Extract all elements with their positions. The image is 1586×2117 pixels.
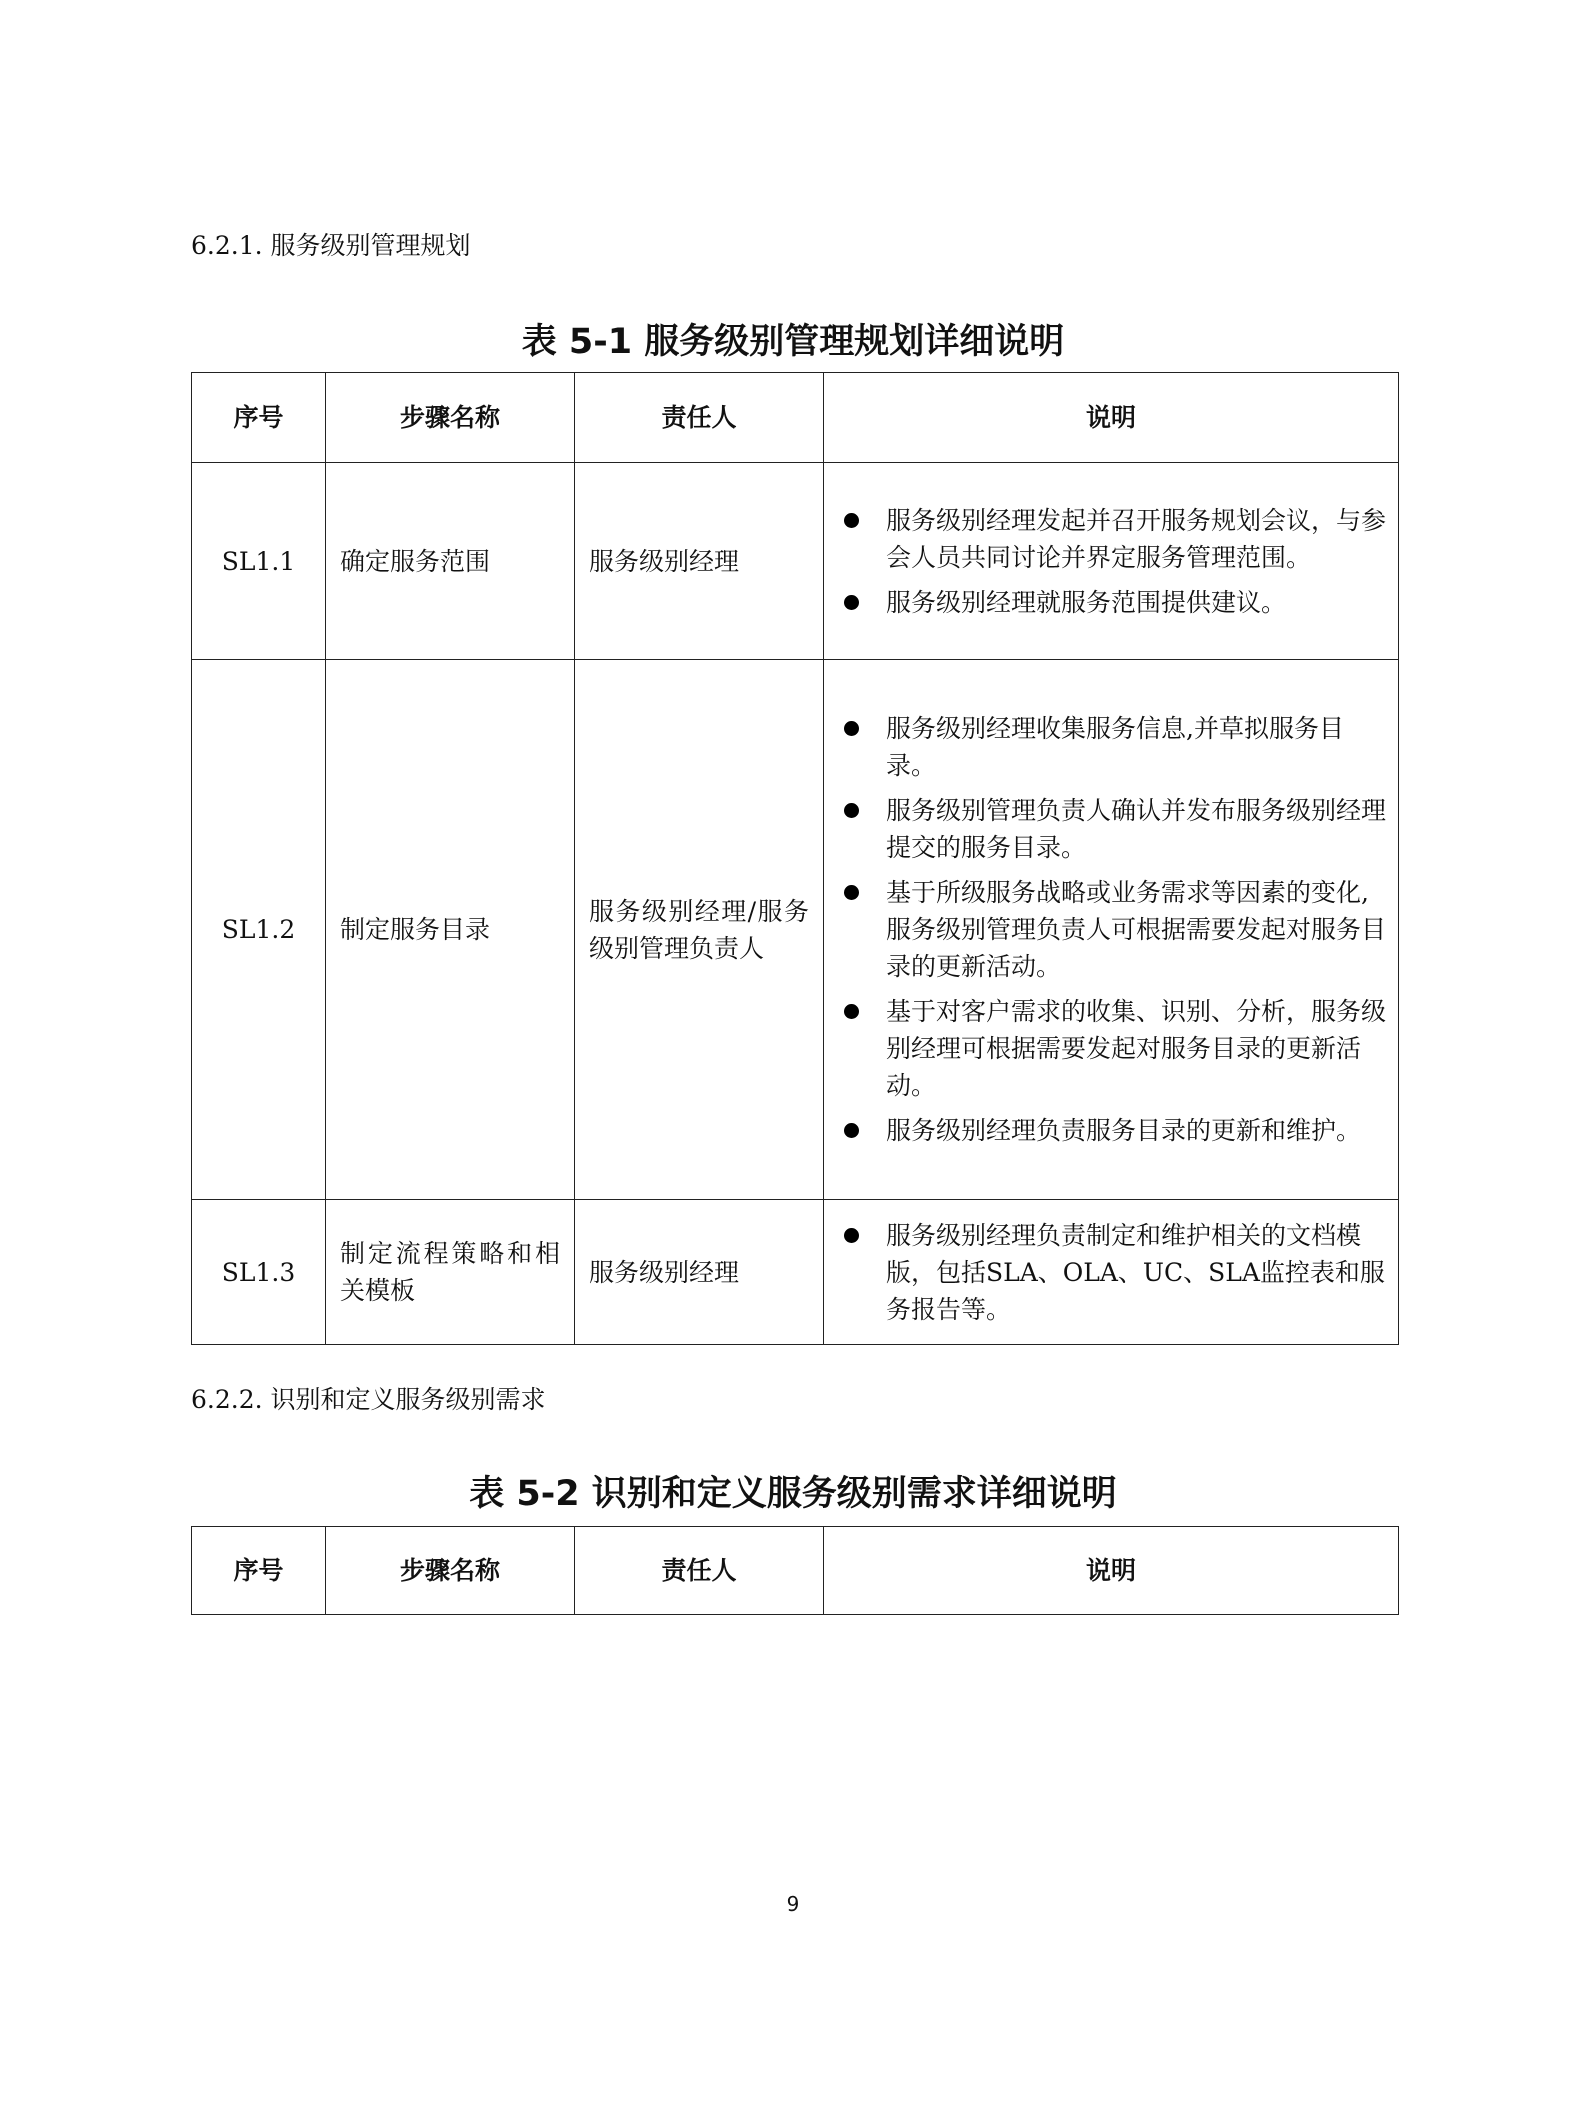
bullet-text: 服务级别经理负责服务目录的更新和维护。: [886, 1116, 1362, 1145]
header-index: 序号: [192, 373, 326, 463]
bullet-icon: [844, 513, 859, 528]
section-heading-6-2-1: 6.2.1. 服务级别管理规划: [191, 231, 471, 260]
bullet-icon: [844, 1004, 859, 1019]
row-step: 制定服务目录: [326, 660, 575, 1200]
header-index: 序号: [192, 1527, 326, 1615]
header-owner: 责任人: [575, 1527, 824, 1615]
table-header-row: [192, 373, 1399, 463]
row-owner: 服务级别经理: [575, 463, 824, 660]
bullet-item: [838, 874, 1386, 985]
bullet-item: [838, 1112, 1386, 1149]
table-5-2: [191, 1526, 1399, 1615]
table-row: [192, 463, 1399, 660]
bullet-text: 基于对客户需求的收集、识别、分析，服务级别经理可根据需要发起对服务目录的更新活动。: [886, 997, 1387, 1100]
bullet-item: [838, 502, 1386, 576]
bullet-text: 服务级别经理发起并召开服务规划会议，与参会人员共同讨论并界定服务管理范围。: [886, 505, 1387, 572]
header-step: 步骤名称: [326, 1527, 575, 1615]
row-step: 确定服务范围: [326, 463, 575, 660]
bullet-item: [838, 792, 1386, 866]
bullet-text: 基于所级服务战略或业务需求等因素的变化,服务级别管理负责人可根据需要发起对服务目录的更新活动。: [886, 878, 1387, 981]
bullet-item: [838, 993, 1386, 1104]
bullet-item: [838, 584, 1386, 621]
bullet-text: 服务级别经理就服务范围提供建议。: [886, 587, 1287, 617]
row-owner: 服务级别经理/服务级别管理负责人: [575, 660, 824, 1200]
header-description: 说明: [824, 373, 1399, 463]
row-step: 制定流程策略和相关模板: [326, 1200, 575, 1345]
row-id: SL1.2: [192, 660, 326, 1200]
bullet-icon: [844, 595, 859, 610]
table-header-row: [192, 1527, 1399, 1615]
header-owner: 责任人: [575, 373, 824, 463]
section-heading-6-2-2: 6.2.2. 识别和定义服务级别需求: [191, 1385, 546, 1414]
bullet-icon: [844, 885, 859, 900]
bullet-text: 服务级别经理负责制定和维护相关的文档模版，包括SLA、OLA、UC、SLA监控表和服务报告等。: [886, 1220, 1385, 1324]
row-id: SL1.3: [192, 1200, 326, 1345]
row-description: [824, 463, 1399, 660]
bullet-icon: [844, 721, 859, 736]
bullet-icon: [844, 1228, 859, 1243]
bullet-text: 服务级别管理负责人确认并发布服务级别经理提交的服务目录。: [886, 796, 1387, 862]
bullet-text: 服务级别经理收集服务信息,并草拟服务目录。: [886, 714, 1344, 780]
table-5-1: [191, 372, 1399, 1345]
bullet-item: [838, 1217, 1386, 1328]
row-id: SL1.1: [192, 463, 326, 660]
bullet-item: [838, 710, 1386, 784]
table-title-5-2: 表 5-2 识别和定义服务级别需求详细说明: [469, 1474, 1117, 1514]
header-step: 步骤名称: [326, 373, 575, 463]
table-title-5-1: 表 5-1 服务级别管理规划详细说明: [521, 322, 1065, 362]
page-number: 9: [786, 1892, 800, 1916]
row-description: [824, 660, 1399, 1200]
row-description: [824, 1200, 1399, 1345]
row-owner: 服务级别经理: [575, 1200, 824, 1345]
table-row: [192, 660, 1399, 1200]
table-row: [192, 1200, 1399, 1345]
header-description: 说明: [824, 1527, 1399, 1615]
bullet-icon: [844, 1123, 859, 1138]
bullet-icon: [844, 803, 859, 818]
